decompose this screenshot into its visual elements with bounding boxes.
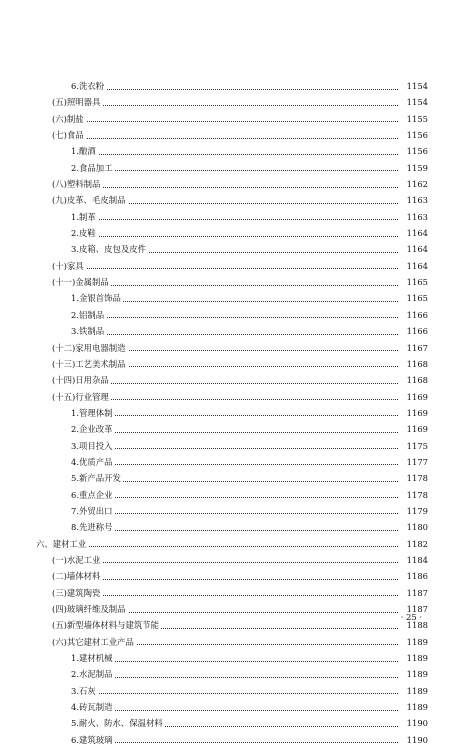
toc-entry-page: 1163: [400, 192, 428, 208]
toc-entry: [0, 209, 450, 225]
toc-entry: [0, 192, 450, 208]
toc-entry-page: 1177: [400, 454, 428, 470]
toc-entry: [0, 323, 450, 339]
dot-leader: [71, 160, 398, 176]
toc-entry-page: 1167: [400, 340, 428, 356]
toc-entry-title: 2.皮鞋: [71, 225, 98, 241]
toc-entry-title: 8.先进称号: [71, 519, 115, 535]
dot-leader: [71, 307, 398, 323]
dot-leader: [71, 405, 398, 421]
toc-entry-page: 1187: [400, 601, 428, 617]
toc-entry: [0, 127, 450, 143]
toc-entry-page: 1168: [400, 372, 428, 388]
dot-leader: [71, 438, 398, 454]
toc-entry-page: 1169: [400, 421, 428, 437]
toc-entry-title: (十四)日用杂品: [52, 372, 111, 388]
toc-entry-title: (十二)家用电器制造: [52, 340, 128, 356]
table-of-contents: [0, 78, 450, 748]
dot-leader: [71, 699, 398, 715]
toc-entry-title: 2.铝制品: [71, 307, 106, 323]
toc-entry: [0, 650, 450, 666]
toc-entry-page: 1165: [400, 290, 428, 306]
toc-entry: [0, 715, 450, 731]
toc-entry-page: 1168: [400, 356, 428, 372]
toc-entry-page: 1159: [400, 160, 428, 176]
toc-entry: [0, 307, 450, 323]
toc-entry-title: 7.外贸出口: [71, 503, 115, 519]
toc-entry-page: 1190: [400, 732, 428, 748]
toc-entry: [0, 241, 450, 257]
toc-entry: [0, 356, 450, 372]
toc-entry-title: 3.石灰: [71, 683, 98, 699]
dot-leader: [71, 209, 398, 225]
toc-entry-title: 5.耐火、防水、保温材料: [71, 715, 165, 731]
toc-entry-title: 2.企业改革: [71, 421, 115, 437]
toc-entry-page: 1182: [400, 536, 428, 552]
toc-entry: [0, 683, 450, 699]
dot-leader: [52, 94, 398, 110]
toc-entry-page: 1189: [400, 699, 428, 715]
toc-entry-title: (十三)工艺美术制品: [52, 356, 128, 372]
toc-entry-title: (十五)行业管理: [52, 389, 111, 405]
toc-entry-page: 1156: [400, 143, 428, 159]
toc-entry-title: 4.优质产品: [71, 454, 115, 470]
toc-entry-page: 1154: [400, 78, 428, 94]
toc-entry-page: 1169: [400, 405, 428, 421]
toc-entry-page: 1169: [400, 389, 428, 405]
toc-entry-title: 1.金银首饰品: [71, 290, 123, 306]
dot-leader: [71, 487, 398, 503]
toc-entry: [0, 258, 450, 274]
toc-entry: [0, 225, 450, 241]
toc-entry: [0, 470, 450, 486]
toc-entry-page: 1156: [400, 127, 428, 143]
toc-entry-title: 4.砖瓦制造: [71, 699, 115, 715]
toc-entry-page: 1189: [400, 666, 428, 682]
toc-entry: [0, 111, 450, 127]
toc-entry: [0, 552, 450, 568]
toc-entry: [0, 94, 450, 110]
toc-entry: [0, 290, 450, 306]
toc-entry-title: (十)家具: [52, 258, 86, 274]
dot-leader: [52, 568, 398, 584]
toc-entry-page: 1154: [400, 94, 428, 110]
dot-leader: [71, 683, 398, 699]
toc-entry-page: 1155: [400, 111, 428, 127]
toc-entry: [0, 454, 450, 470]
toc-entry-title: (一)水泥工业: [52, 552, 102, 568]
toc-entry-title: 1.管理体制: [71, 405, 115, 421]
toc-entry: [0, 421, 450, 437]
toc-entry-page: 1189: [400, 683, 428, 699]
toc-entry: [0, 617, 450, 633]
toc-entry-page: 1166: [400, 307, 428, 323]
toc-entry: [0, 143, 450, 159]
toc-entry: [0, 176, 450, 192]
dot-leader: [52, 111, 398, 127]
toc-entry-page: 1162: [400, 176, 428, 192]
toc-entry-page: 1164: [400, 225, 428, 241]
toc-entry: [0, 389, 450, 405]
toc-entry: [0, 372, 450, 388]
dot-leader: [71, 143, 398, 159]
toc-entry-page: 1164: [400, 258, 428, 274]
dot-leader: [71, 650, 398, 666]
toc-entry-page: 1178: [400, 470, 428, 486]
toc-entry-title: 2.水泥制品: [71, 666, 115, 682]
toc-entry-title: (四)玻璃纤维及制品: [52, 601, 128, 617]
toc-entry-page: 1178: [400, 487, 428, 503]
toc-entry-page: 1189: [400, 650, 428, 666]
toc-entry-title: (六)其它建材工业产品: [52, 634, 136, 650]
dot-leader: [71, 78, 398, 94]
toc-entry: [0, 519, 450, 535]
dot-leader: [71, 503, 398, 519]
toc-entry-title: (六)制盐: [52, 111, 86, 127]
toc-entry-page: 1164: [400, 241, 428, 257]
toc-entry: [0, 568, 450, 584]
toc-entry-title: (八)塑料制品: [52, 176, 102, 192]
toc-entry-page: 1163: [400, 209, 428, 225]
toc-entry-page: 1187: [400, 585, 428, 601]
toc-entry-page: 1190: [400, 715, 428, 731]
toc-entry-page: 1180: [400, 519, 428, 535]
toc-entry-title: (九)皮革、毛皮制品: [52, 192, 128, 208]
toc-entry-title: (五)照明器具: [52, 94, 102, 110]
toc-entry-title: (五)新型墙体材料与建筑节能: [52, 617, 161, 633]
toc-entry: [0, 634, 450, 650]
toc-entry: [0, 487, 450, 503]
toc-entry: [0, 405, 450, 421]
toc-entry-title: 六、建材工业: [36, 536, 88, 552]
dot-leader: [71, 225, 398, 241]
toc-entry: [0, 666, 450, 682]
dot-leader: [71, 421, 398, 437]
toc-entry-page: 1184: [400, 552, 428, 568]
dot-leader: [52, 176, 398, 192]
toc-entry: [0, 585, 450, 601]
toc-entry-title: 5.新产品开发: [71, 470, 123, 486]
dot-leader: [71, 666, 398, 682]
toc-entry-title: 2.食品加工: [71, 160, 115, 176]
dot-leader: [36, 536, 398, 552]
toc-entry: [0, 78, 450, 94]
toc-entry: [0, 340, 450, 356]
toc-entry-page: 1175: [400, 438, 428, 454]
toc-entry: [0, 536, 450, 552]
dot-leader: [52, 552, 398, 568]
toc-entry: [0, 274, 450, 290]
toc-entry-page: 1165: [400, 274, 428, 290]
toc-entry-page: 1189: [400, 634, 428, 650]
toc-entry-title: 1.制革: [71, 209, 98, 225]
toc-entry: [0, 732, 450, 748]
toc-entry: [0, 699, 450, 715]
toc-entry: [0, 601, 450, 617]
toc-entry-title: 6.洗衣粉: [71, 78, 106, 94]
dot-leader: [52, 585, 398, 601]
dot-leader: [52, 127, 398, 143]
toc-entry-title: (十一)金属制品: [52, 274, 111, 290]
toc-entry-title: (二)墙体材料: [52, 568, 102, 584]
toc-entry-page: 1186: [400, 568, 428, 584]
toc-entry: [0, 438, 450, 454]
toc-entry: [0, 160, 450, 176]
toc-entry-title: 6.建筑玻璃: [71, 732, 115, 748]
toc-entry: [0, 503, 450, 519]
toc-entry-title: 1.建材机械: [71, 650, 115, 666]
dot-leader: [71, 454, 398, 470]
dot-leader: [71, 323, 398, 339]
toc-entry-page: 1179: [400, 503, 428, 519]
page-number: · 25 ·: [400, 612, 422, 622]
toc-entry-page: 1188: [400, 617, 428, 633]
toc-entry-title: 3.皮箱、皮包及皮件: [71, 241, 148, 257]
toc-entry-title: 6.重点企业: [71, 487, 115, 503]
toc-entry-title: (三)建筑陶瓷: [52, 585, 102, 601]
toc-entry-title: 1.酿酒: [71, 143, 98, 159]
toc-entry-title: 3.铁制品: [71, 323, 106, 339]
toc-entry-title: 3.项目投入: [71, 438, 115, 454]
dot-leader: [52, 258, 398, 274]
dot-leader: [71, 519, 398, 535]
toc-entry-page: 1166: [400, 323, 428, 339]
toc-entry-title: (七)食品: [52, 127, 86, 143]
dot-leader: [71, 732, 398, 748]
